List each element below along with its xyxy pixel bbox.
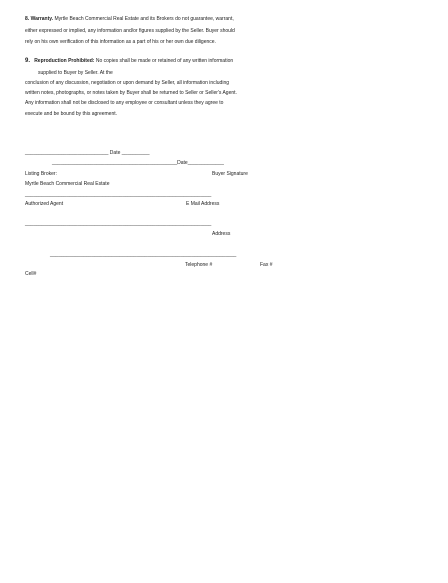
section-9-line-1 — [25, 58, 233, 65]
company-name: Myrtle Beach Commercial Real Estate — [25, 181, 110, 187]
fax-label: Fax # — [260, 262, 273, 268]
cell-label: Cell# — [25, 271, 37, 277]
section-9-heading: Reproduction Prohibited: — [34, 58, 95, 64]
section-8-number: 8. — [25, 16, 30, 22]
telephone-label: Telephone # — [185, 262, 213, 268]
address-rule: ___________________________________________________________________ — [25, 221, 212, 227]
section-9-text-3: conclusion of any discussion, negotiation or upon demand by Seller, all information including — [25, 80, 230, 86]
section-8-text-1: Myrtle Beach Commercial Real Estate and its Brokers do not guarantee, warrant, — [54, 16, 234, 22]
phone-rule: ___________________________________________________________________ — [50, 252, 237, 258]
section-8-text-2: either expressed or implied, any information and/or figures supplied by the Seller. Buyer should — [25, 28, 235, 34]
listing-signature-line — [25, 150, 150, 156]
section-8-heading: Warranty. — [30, 16, 54, 22]
section-9-text-4: written notes, photographs, or notes taken by Buyer shall be returned to Seller or Seller's Agent. — [25, 90, 237, 96]
buyer-signature-label: Buyer Signature — [212, 171, 248, 177]
listing-broker-label: Listing Broker: — [25, 171, 57, 177]
section-9-text-1: No copies shall be made or retained of any written information — [95, 58, 234, 64]
authorized-agent-label: Authorized Agent — [25, 201, 64, 207]
agent-rule: ___________________________________________________________________ — [25, 192, 212, 198]
section-9-text-5: Any information shall not be disclosed to any employee or consultant unless they agree to — [25, 100, 224, 106]
section-9-text-6: execute and be bound by this agreement. — [25, 111, 118, 117]
listing-signature-rule: ______________________________ Date — [25, 150, 121, 156]
section-9-text-2: supplied to Buyer by Seller. At the — [38, 70, 113, 76]
email-address-label: E Mail Address — [186, 201, 220, 207]
listing-date-blank: __________ — [121, 150, 150, 156]
section-8-text-3: rely on his own verification of this information as a part of his or her own due diligence. — [25, 39, 216, 45]
section-8-line-1 — [25, 16, 234, 22]
address-label: Address — [212, 231, 231, 237]
section-9-number: 9. — [25, 58, 31, 64]
buyer-signature-line: _____________________________________________Date_____________ — [52, 160, 224, 166]
